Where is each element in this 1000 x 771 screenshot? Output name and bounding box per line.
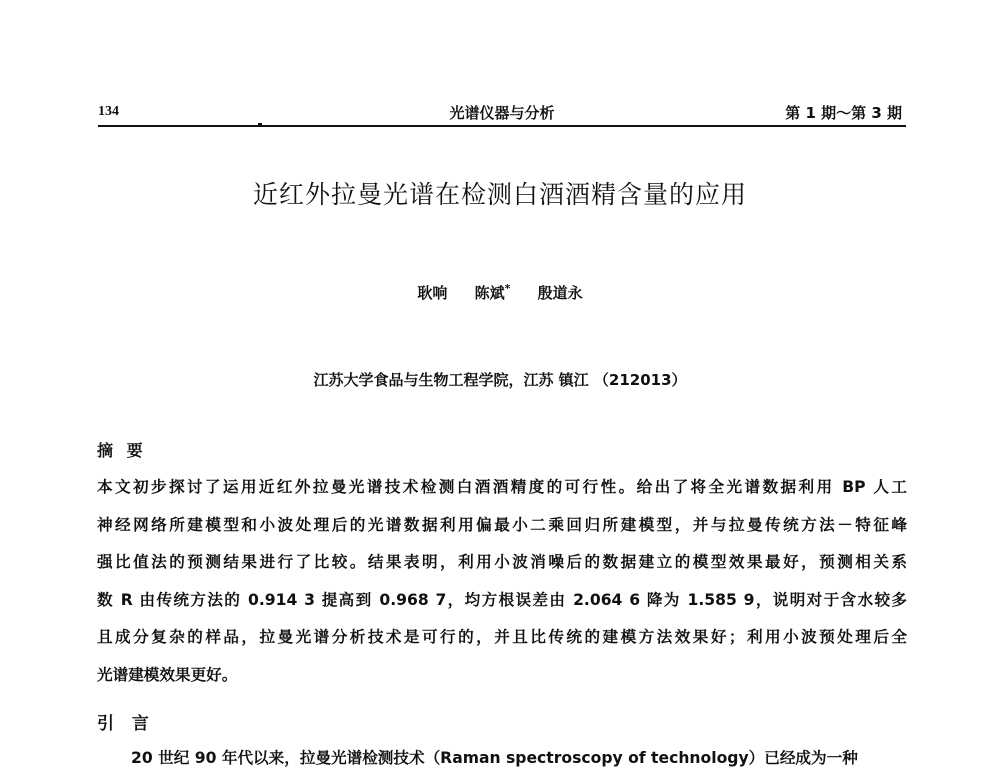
abstract-line: 强比值法的预测结果进行了比较。结果表明，利用小波消噪后的数据建立的模型效果最好，预测相关系 bbox=[97, 553, 907, 571]
abstract-line: 数 R 由传统方法的 0.914 3 提高到 0.968 7，均方根误差由 2.064 6 降为 1.585 9，说明对于含水较多 bbox=[97, 590, 907, 609]
issue-label: 第 1 期～第 3 期 bbox=[785, 104, 902, 122]
corresponding-author-mark: * bbox=[504, 282, 511, 295]
author-name-corresponding bbox=[475, 282, 511, 303]
abstract-line: 且成分复杂的样品，拉曼光谱分析技术是可行的，并且比传统的建模方法效果好；利用小波预处理后全 bbox=[97, 628, 907, 646]
header-rule bbox=[98, 125, 906, 127]
paper-title: 近红外拉曼光谱在检测白酒酒精含量的应用 bbox=[252, 180, 747, 209]
author-name: 陈斌 bbox=[474, 284, 505, 302]
abstract-line: 光谱建模效果更好。 bbox=[97, 665, 238, 684]
abstract-body bbox=[97, 474, 907, 699]
abstract-heading: 摘 要 bbox=[97, 441, 147, 460]
abstract-line: 本文初步探讨了运用近红外拉曼光谱技术检测白酒酒精度的可行性。给出了将全光谱数据利用 BP 人工 bbox=[97, 478, 907, 496]
intro-heading: 引 言 bbox=[97, 714, 155, 734]
running-header bbox=[98, 100, 906, 124]
author-name: 殷道永 bbox=[537, 284, 583, 302]
abstract-line: 神经网络所建模型和小波处理后的光谱数据利用偏最小二乘回归所建模型，并与拉曼传统方法－特征峰 bbox=[97, 515, 907, 534]
page-number: 134 bbox=[98, 104, 119, 119]
author-list bbox=[0, 282, 1000, 303]
journal-name: 光谱仪器与分析 bbox=[449, 104, 555, 122]
intro-first-line: 20 世纪 90 年代以来，拉曼光谱检测技术（Raman spectroscopy of technology）已经成为一种 bbox=[131, 749, 858, 767]
author-name: 耿响 bbox=[417, 284, 448, 302]
header-rule-tick bbox=[258, 123, 262, 127]
author-affiliation: 江苏大学食品与生物工程学院，江苏 镇江 （212013） bbox=[313, 371, 687, 389]
